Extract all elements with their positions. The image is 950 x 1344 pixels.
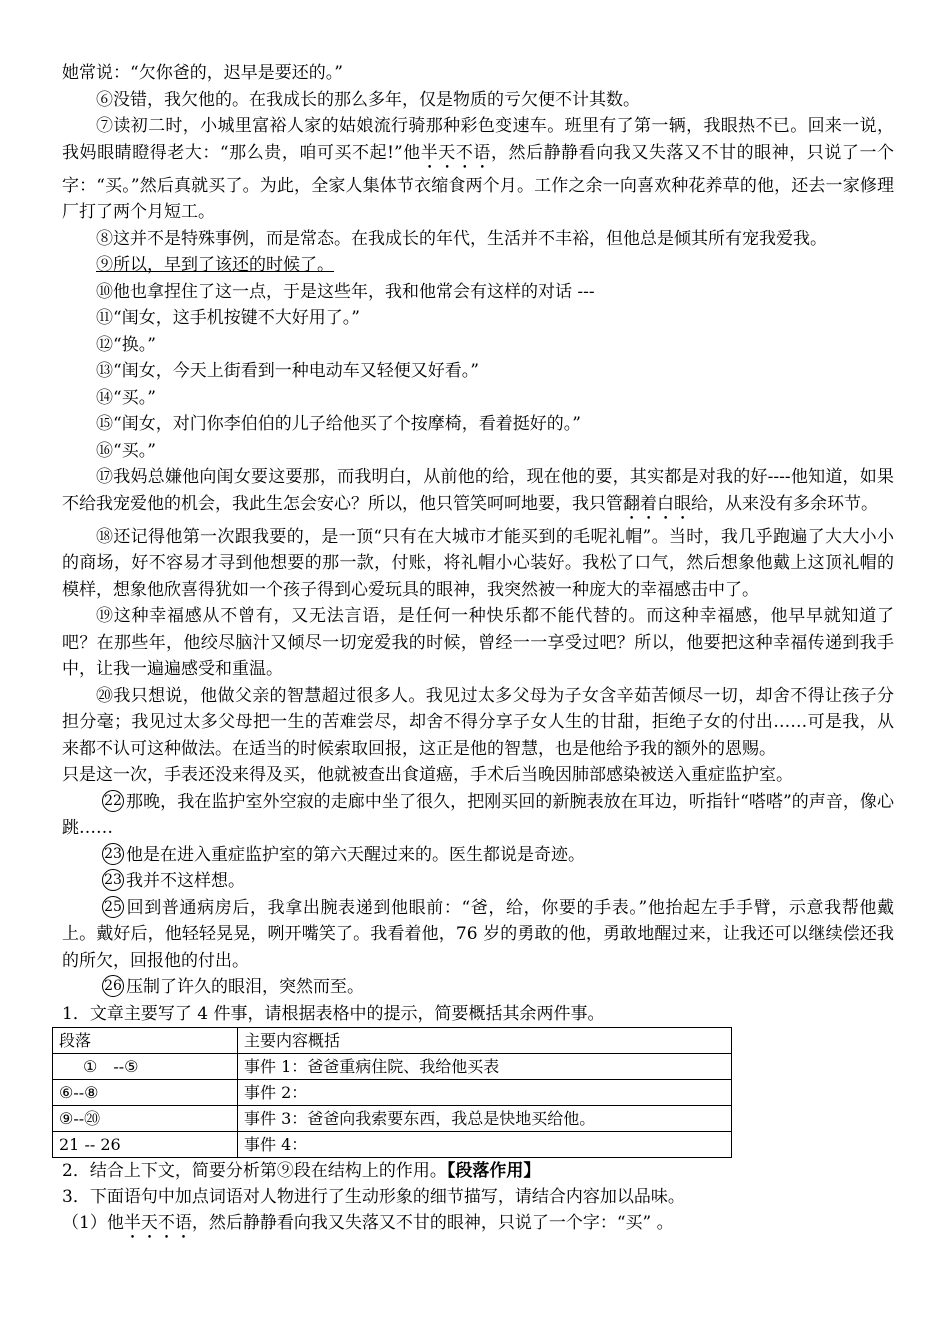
table-cell-summary: 事件 2： [238, 1079, 732, 1105]
question-3-1 [62, 1210, 894, 1243]
paragraph-12: ⑫“换。” [96, 334, 156, 355]
paragraph-25-text: 回到普通病房后，我拿出腕表递到他眼前：“爸，给，你要的手表。”他抬起左手手臂，示意我帮他戴上。戴好后，他轻轻晃晃，咧开嘴笑了。我看着他，76 岁的勇敢的他，勇敢地醒过来，让我还可以继续偿还我的所欠，回报他的付出。 [62, 897, 894, 971]
question-2-text: 2．结合上下文，简要分析第⑨段在结构上的作用。 [62, 1160, 447, 1181]
table-cell-paragraph-range: ⑨--⑳ [53, 1105, 238, 1131]
paragraph-7-text-a: ⑦读初二时，小城里富裕人家的姑娘流行骑那种彩色变速车。班里有了第一辆，我眼热不已。回来一说，我妈眼睛瞪得老大：“那么贵，咱可买不起!”他 [62, 116, 894, 163]
paragraph-26-text: 压制了许久的眼泪，突然而至。 [126, 977, 364, 997]
table-header-cell: 段落 [53, 1027, 238, 1053]
paragraph-23 [62, 842, 894, 869]
paragraph-0: 她常说：“欠你爸的，迟早是要还的。” [62, 63, 343, 83]
question-2-tag: 【段落作用】 [446, 1160, 541, 1181]
paragraph-22-text: 那晚，我在监护室外空寂的走廊中坐了很久，把刚买回的新腕表放在耳边，听指针“嗒嗒”的声音，像心跳…… [62, 791, 894, 838]
table-cell-summary: 事件 1：爸爸重病住院、我给他买表 [238, 1053, 732, 1079]
paragraph-21: 只是这一次，手表还没来得及买，他就被查出食道癌，手术后当晚因肺部感染被送入重症监护室。 [62, 765, 793, 785]
table-cell-paragraph-range: ① --⑤ [53, 1053, 238, 1079]
paragraph-number-24: 23 [102, 869, 124, 891]
paragraph-7-text-c: ，然后静静看向我又失落又不甘的眼神，只说了一个字：“买。”然后真就买了。为此，全家人集体节衣缩食两个月。工作之余一向喜欢种花养草的他，还去一家修理厂打了两个月短工。 [62, 142, 895, 222]
question-1: 1．文章主要写了 4 件事，请根据表格中的提示，简要概括其余两件事。 [62, 1003, 605, 1024]
paragraph-9-underlined: ⑨所以，早到了该还的时候了。 [96, 255, 334, 275]
question-3-1-text-c: ，然后静静看向我又失落又不甘的眼神，只说了一个字：“买” 。 [191, 1212, 674, 1233]
table-row [53, 1105, 732, 1131]
paragraph-25 [62, 895, 894, 975]
table-row [53, 1131, 732, 1157]
table-header-row [53, 1027, 732, 1053]
paragraph-number-25: 25 [102, 896, 124, 918]
table-cell-summary: 事件 4： [238, 1131, 732, 1157]
paragraph-22 [62, 789, 894, 842]
question-3-1-text-a: （1）他 [62, 1212, 124, 1233]
paragraph-15: ⑮“闺女，对门你李伯伯的儿子给他买了个按摩椅，看着挺好的。” [96, 414, 581, 434]
table-row [53, 1079, 732, 1105]
paragraph-19: ⑲这种幸福感从不曾有，又无法言语，是任何一种快乐都不能代替的。而这种幸福感，他早早就知道了吧？在那些年，他绞尽脑汁又倾尽一切宠爱我的时候，曾经一一享受过吧？所以，他要把这种幸福传递到我手中，让我一遍遍感受和重温。 [62, 606, 894, 679]
paragraph-24 [62, 868, 894, 895]
paragraph-17-text-a: ⑰我妈总嫌他向闺女要这要那，而我明白，从前他的给，现在他的要，其实都是对我的好----他知道，如果不给我宠爱他的机会，我此生怎会安心？所以，他只管笑呵呵地要，我只管 [62, 467, 894, 514]
summary-table [52, 1027, 732, 1158]
table-cell-paragraph-range: 21 -- 26 [53, 1131, 238, 1157]
paragraph-26 [62, 974, 894, 1001]
paragraph-number-22: 22 [102, 790, 124, 812]
paragraph-14: ⑭“买。” [96, 387, 156, 408]
paragraph-10: ⑩他也拿捏住了这一点，于是这些年，我和他常会有这样的对话 --- [96, 281, 595, 302]
paragraph-9 [62, 252, 894, 279]
paragraph-20: ⑳我只想说，他做父亲的智慧超过很多人。我见过太多父母为子女含辛茹苦倾尽一切，却舍不得让孩子分担分毫；我见过太多父母把一生的苦难尝尽，却舍不得分享子女人生的甘甜，拒绝子女的付出……可是我，从来都不认可这种做法。在适当的时候索取回报，这正是他的智慧，也是他给予我的额外的恩赐。 [62, 685, 894, 759]
paragraph-7-dotted-phrase: 半天不语 [420, 142, 491, 163]
table-cell-summary: 事件 3：爸爸向我索要东西，我总是快地买给他。 [238, 1105, 732, 1131]
paragraph-17 [62, 464, 894, 524]
paragraph-23-text: 他是在进入重症监护室的第六天醒过来的。医生都说是奇迹。 [126, 844, 585, 865]
paragraph-17-dotted-phrase: 翻着白眼 [623, 493, 691, 514]
paragraph-17-text-c: 给，从来没有多余环节。 [691, 493, 878, 514]
paragraph-13: ⑬“闺女，今天上街看到一种电动车又轻便又好看。” [96, 361, 479, 381]
paragraph-16: ⑯“买。” [96, 440, 156, 461]
paragraph-11: ⑪“闺女，这手机按键不大好用了。” [96, 308, 360, 328]
question-3-1-dotted-phrase: 半天不语 [123, 1212, 192, 1233]
paragraph-7 [62, 113, 894, 226]
paragraph-8: ⑧这并不是特殊事例，而是常态。在我成长的年代，生活并不丰裕，但他总是倾其所有宠我爱我。 [96, 228, 827, 249]
question-2 [62, 1158, 894, 1184]
paragraph-6: ⑥没错，我欠他的。在我成长的那么多年，仅是物质的亏欠便不计其数。 [96, 89, 640, 110]
table-cell-paragraph-range: ⑥--⑧ [53, 1079, 238, 1105]
paragraph-number-23: 23 [102, 843, 124, 865]
question-3: 3．下面语句中加点词语对人物进行了生动形象的细节描写，请结合内容加以品味。 [62, 1186, 685, 1207]
paragraph-18: ⑱还记得他第一次跟我要的，是一顶“只有在大城市才能买到的毛呢礼帽”。当时，我几乎跑遍了大大小小的商场，好不容易才寻到他想要的那一款，付账，将礼帽小心装好。我松了口气，然后想象他戴上这顶礼帽的模样，想象他欣喜得犹如一个孩子得到心爱玩具的眼神，我突然被一种庞大的幸福感击中了。 [62, 526, 894, 600]
paragraph-24-text: 我并不这样想。 [126, 871, 245, 891]
document-page [59, 60, 895, 1243]
table-header-cell: 主要内容概括 [238, 1027, 732, 1053]
table-row [53, 1053, 732, 1079]
paragraph-number-26: 26 [102, 975, 124, 997]
